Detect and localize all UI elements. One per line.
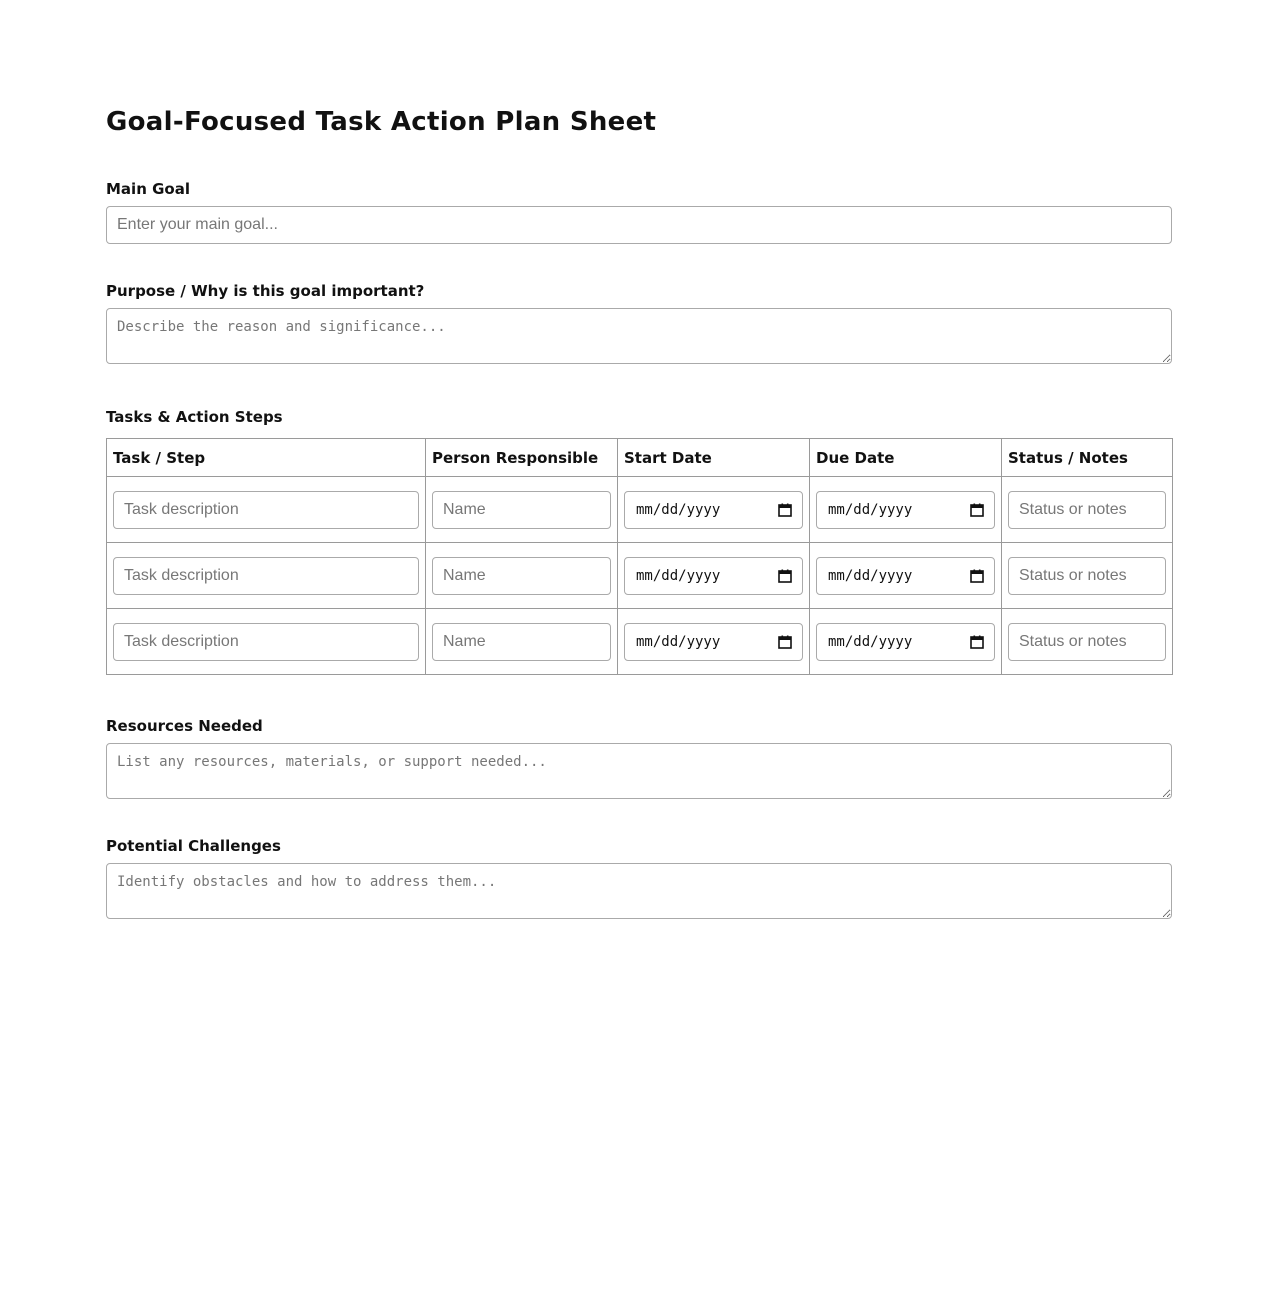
column-header-due-date: Due Date: [810, 439, 1002, 477]
task-description-input[interactable]: [113, 623, 419, 661]
action-plan-form: [106, 0, 1172, 919]
column-header-status: Status / Notes: [1002, 439, 1173, 477]
main-goal-section: [106, 180, 1172, 244]
tasks-table: [106, 438, 1173, 675]
due-date-input[interactable]: [816, 557, 995, 595]
resources-textarea[interactable]: [106, 743, 1172, 799]
table-row: [107, 477, 1173, 543]
date-format-text: mm/dd/yyyy: [828, 633, 913, 650]
resources-label: Resources Needed: [106, 717, 263, 735]
calendar-icon[interactable]: [778, 635, 792, 649]
status-notes-input[interactable]: [1008, 491, 1166, 529]
person-name-input[interactable]: [432, 623, 611, 661]
status-notes-input[interactable]: [1008, 557, 1166, 595]
due-date-input[interactable]: [816, 491, 995, 529]
tasks-label: Tasks & Action Steps: [106, 408, 283, 426]
start-date-input[interactable]: [624, 557, 803, 595]
column-header-task: Task / Step: [107, 439, 426, 477]
main-goal-label: Main Goal: [106, 180, 190, 198]
page-title: Goal-Focused Task Action Plan Sheet: [106, 107, 657, 137]
calendar-icon[interactable]: [970, 569, 984, 583]
date-format-text: mm/dd/yyyy: [828, 567, 913, 584]
task-description-input[interactable]: [113, 557, 419, 595]
column-header-person: Person Responsible: [426, 439, 618, 477]
table-row: [107, 609, 1173, 675]
main-goal-input[interactable]: [106, 206, 1172, 244]
column-header-start-date: Start Date: [618, 439, 810, 477]
calendar-icon[interactable]: [970, 635, 984, 649]
challenges-label: Potential Challenges: [106, 837, 281, 855]
purpose-section: [106, 282, 1172, 364]
start-date-input[interactable]: [624, 491, 803, 529]
start-date-input[interactable]: [624, 623, 803, 661]
table-row: [107, 543, 1173, 609]
tasks-header-row: [107, 439, 1173, 477]
person-name-input[interactable]: [432, 491, 611, 529]
date-format-text: mm/dd/yyyy: [636, 567, 721, 584]
date-format-text: mm/dd/yyyy: [828, 501, 913, 518]
challenges-textarea[interactable]: [106, 863, 1172, 919]
challenges-section: [106, 837, 1172, 919]
calendar-icon[interactable]: [778, 503, 792, 517]
person-name-input[interactable]: [432, 557, 611, 595]
task-description-input[interactable]: [113, 491, 419, 529]
calendar-icon[interactable]: [970, 503, 984, 517]
status-notes-input[interactable]: [1008, 623, 1166, 661]
purpose-label: Purpose / Why is this goal important?: [106, 282, 425, 300]
resources-section: [106, 717, 1172, 799]
due-date-input[interactable]: [816, 623, 995, 661]
purpose-textarea[interactable]: [106, 308, 1172, 364]
date-format-text: mm/dd/yyyy: [636, 633, 721, 650]
date-format-text: mm/dd/yyyy: [636, 501, 721, 518]
tasks-section-header: [106, 408, 1172, 426]
calendar-icon[interactable]: [778, 569, 792, 583]
